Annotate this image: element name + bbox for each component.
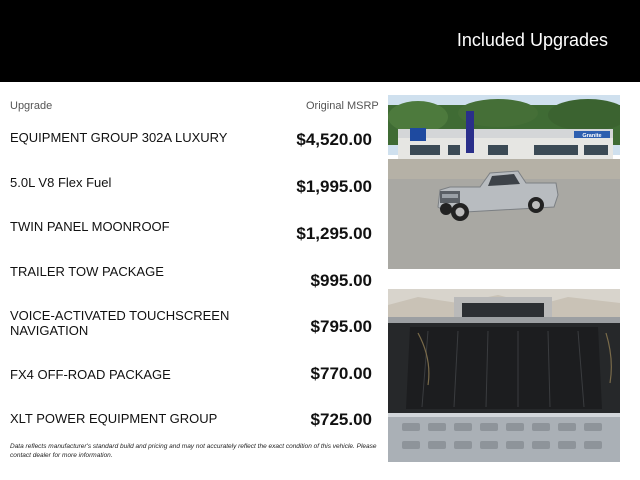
- upgrade-price: $770.00: [310, 364, 372, 383]
- column-header-msrp: Original MSRP: [306, 100, 379, 112]
- page-title: Included Upgrades: [456, 30, 608, 50]
- upgrade-name: TRAILER TOW PACKAGE: [10, 264, 164, 279]
- upgrade-price: $4,520.00: [296, 130, 372, 149]
- upgrade-price: $725.00: [310, 410, 372, 429]
- upgrade-price: $795.00: [310, 317, 372, 336]
- upgrade-price: $1,995.00: [296, 177, 372, 196]
- upgrade-price: $995.00: [310, 271, 372, 290]
- upgrade-name: EQUIPMENT GROUP 302A LUXURY: [10, 130, 228, 145]
- vehicle-photo-bed: [388, 289, 620, 462]
- upgrade-name: VOICE-ACTIVATED TOUCHSCREEN NAVIGATION: [10, 308, 230, 338]
- upgrade-name: FX4 OFF-ROAD PACKAGE: [10, 367, 171, 382]
- dealership-sign-text: Granite: [582, 133, 602, 139]
- upgrade-name: TWIN PANEL MOONROOF: [10, 219, 170, 234]
- column-header-upgrade: Upgrade: [10, 100, 53, 112]
- upgrade-name: 5.0L V8 Flex Fuel: [10, 175, 112, 190]
- disclaimer-text: Data reflects manufacturer's standard build and pricing and may not accurately reflect the exact condition of this vehicle. Please contact dealer for more information.: [10, 443, 377, 459]
- upgrade-price: $1,295.00: [296, 224, 372, 243]
- vehicle-photo-front: [388, 95, 620, 269]
- upgrade-name: XLT POWER EQUIPMENT GROUP: [10, 411, 218, 426]
- header-bar: [0, 0, 640, 82]
